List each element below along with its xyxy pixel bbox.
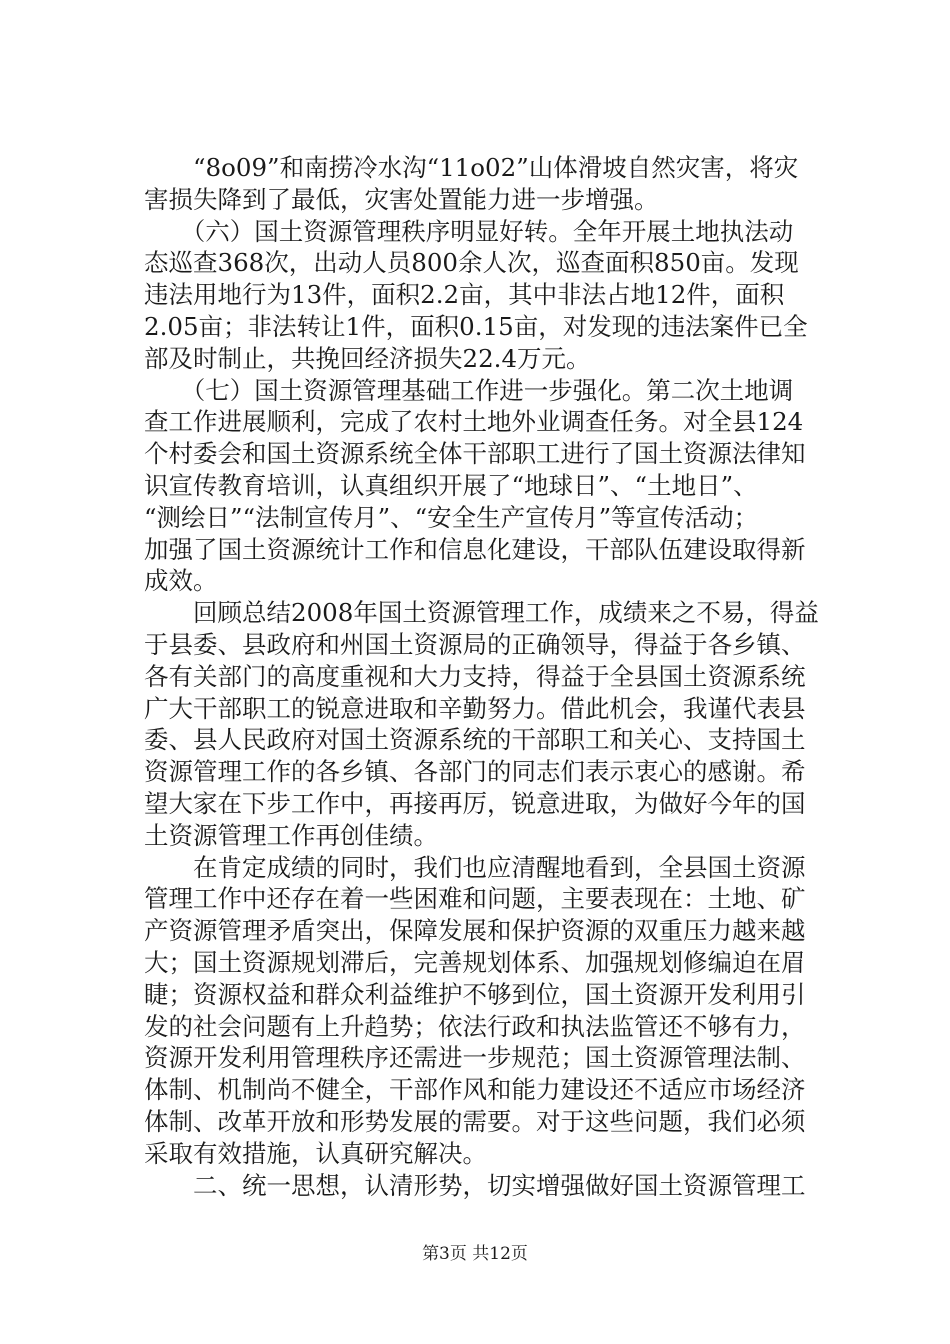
- text-line: 委、县人民政府对国土资源系统的干部职工和关心、支持国土: [144, 725, 806, 755]
- text-line: 加强了国土资源统计工作和信息化建设，干部队伍建设取得新: [144, 534, 806, 564]
- text-line: 产资源管理矛盾突出，保障发展和保护资源的双重压力越来越: [144, 916, 806, 946]
- text-line: “8o09”和南捞冷水沟“11o02”山体滑坡自然灾害，将灾: [144, 153, 799, 182]
- text-line: 体制、机制尚不健全，干部作风和能力建设还不适应市场经济: [144, 1075, 806, 1105]
- text-line: 部及时制止，共挽回经济损失22.4万元。: [144, 343, 591, 373]
- text-line: 大；国土资源规划滞后，完善规划体系、加强规划修编迫在眉: [144, 947, 806, 977]
- text-line: 发的社会问题有上升趋势；依法行政和执法监管还不够有力，: [144, 1011, 806, 1041]
- text-line: 识宣传教育培训，认真组织开展了“地球日”、“土地日”、: [144, 470, 758, 500]
- text-line: 2.05亩；非法转让1件，面积0.15亩，对发现的违法案件已全: [144, 311, 808, 341]
- text-line: 查工作进展顺利，完成了农村土地外业调查任务。对全县124: [144, 407, 804, 437]
- text-line: 个村委会和国土资源系统全体干部职工进行了国土资源法律知: [144, 439, 806, 469]
- text-line: 于县委、县政府和州国土资源局的正确领导，得益于各乡镇、: [144, 629, 806, 659]
- text-line: （七）国土资源管理基础工作进一步强化。第二次土地调: [144, 375, 794, 405]
- text-line: 回顾总结2008年国土资源管理工作，成绩来之不易，得益: [144, 598, 819, 628]
- text-line: 管理工作中还存在着一些困难和问题，主要表现在：土地、矿: [144, 884, 806, 914]
- text-line: 资源管理工作的各乡镇、各部门的同志们表示衷心的感谢。希: [144, 757, 806, 787]
- text-line: 睫；资源权益和群众利益维护不够到位，国土资源开发利用引: [144, 979, 806, 1009]
- text-line: 广大干部职工的锐意进取和辛勤努力。借此机会，我谨代表县: [144, 693, 806, 723]
- page-footer: 第3页 共12页: [422, 1244, 528, 1264]
- text-line: 资源开发利用管理秩序还需进一步规范；国土资源管理法制、: [144, 1043, 806, 1073]
- body-text: [144, 152, 834, 1201]
- text-line: 违法用地行为13件，面积2.2亩，其中非法占地12件，面积: [144, 280, 785, 310]
- text-line: 土资源管理工作再创佳绩。: [144, 820, 438, 850]
- text-line: 望大家在下步工作中，再接再厉，锐意进取，为做好今年的国: [144, 788, 806, 818]
- text-line: 在肯定成绩的同时，我们也应清醒地看到，全县国土资源: [144, 852, 806, 882]
- text-line: 二、统一思想，认清形势，切实增强做好国土资源管理工: [144, 1170, 806, 1200]
- text-line: 采取有效措施，认真研究解决。: [144, 1138, 487, 1168]
- text-line: 各有关部门的高度重视和大力支持，得益于全县国土资源系统: [144, 661, 806, 691]
- text-line: “测绘日”“法制宣传月”、“安全生产宣传月”等宣传活动；: [144, 502, 759, 532]
- text-line: （六）国土资源管理秩序明显好转。全年开展土地执法动: [144, 216, 794, 246]
- text-line: 态巡查368次，出动人员800余人次，巡查面积850亩。发现: [144, 248, 799, 278]
- text-line: 体制、改革开放和形势发展的需要。对于这些问题，我们必须: [144, 1106, 806, 1136]
- text-line: 害损失降到了最低，灾害处置能力进一步增强。: [144, 184, 659, 214]
- text-line: 成效。: [144, 566, 218, 596]
